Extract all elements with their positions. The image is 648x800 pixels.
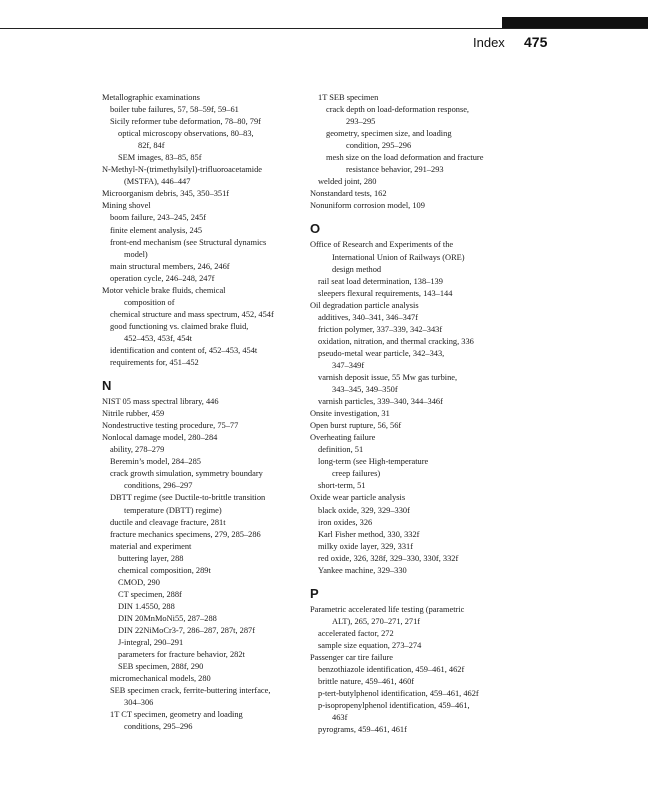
index-entry: creep failures) <box>332 469 381 479</box>
index-entry: iron oxides, 326 <box>318 517 373 527</box>
index-entry: oxidation, nitration, and thermal cracking, 336 <box>318 336 474 346</box>
index-entry: boiler tube failures, 57, 58–59f, 59–61 <box>110 105 239 115</box>
section-letter: O <box>310 221 321 237</box>
index-entry: micromechanical models, 280 <box>110 674 211 684</box>
index-entry: boom failure, 243–245, 245f <box>110 213 207 223</box>
index-entry: chemical structure and mass spectrum, 452, 454f <box>110 309 274 319</box>
index-entry: ductile and cleavage fracture, 281t <box>110 517 226 527</box>
index-entry: Oxide wear particle analysis <box>310 493 406 503</box>
index-entry: optical microscopy observations, 80–83, <box>118 129 254 139</box>
index-entry: p-isopropenylphenol identification, 459–461, <box>318 701 470 711</box>
index-entry: varnish deposit issue, 55 Mw gas turbine, <box>318 372 458 382</box>
index-entry: Overheating failure <box>310 433 376 443</box>
index-entry: fracture mechanics specimens, 279, 285–286 <box>110 529 261 539</box>
index-entry: short-term, 51 <box>318 481 366 491</box>
index-entry: 1T SEB specimen <box>318 93 379 102</box>
index-entry: Motor vehicle brake fluids, chemical <box>102 285 226 295</box>
index-entry: Onsite investigation, 31 <box>310 409 390 419</box>
index-entry: Open burst rupture, 56, 56f <box>310 421 402 431</box>
index-entry: SEB specimen crack, ferrite-buttering interface, <box>110 686 271 696</box>
index-column-right <box>310 92 516 736</box>
index-entry: SEM images, 83–85, 85f <box>118 153 202 163</box>
index-entry: sleepers flexural requirements, 143–144 <box>318 288 453 298</box>
index-entry: Office of Research and Experiments of the <box>310 240 454 250</box>
index-entry: red oxide, 326, 328f, 329–330, 330f, 332f <box>318 553 459 563</box>
index-entry: Nonuniform corrosion model, 109 <box>310 201 425 211</box>
index-entry: main structural members, 246, 246f <box>110 261 230 271</box>
index-entry: buttering layer, 288 <box>118 553 184 563</box>
index-entry: DBTT regime (see Ductile-to-brittle transition <box>110 493 266 503</box>
index-entry: conditions, 295–296 <box>124 722 193 732</box>
index-entry: varnish particles, 339–340, 344–346f <box>318 397 443 407</box>
index-entry: design method <box>332 264 382 274</box>
page-number: 475 <box>524 34 548 50</box>
index-entry: CT specimen, 288f <box>118 589 182 599</box>
index-entry: operation cycle, 246–248, 247f <box>110 273 215 283</box>
index-entry: additives, 340–341, 346–347f <box>318 312 419 322</box>
index-entry: 463f <box>332 713 348 723</box>
index-entry: Sicily reformer tube deformation, 78–80, 79f <box>110 117 261 127</box>
index-entry: DIN 1.4550, 288 <box>118 601 175 611</box>
index-entry: welded joint, 280 <box>318 177 377 187</box>
index-entry: 293–295 <box>346 117 376 127</box>
index-entry: pseudo-metal wear particle, 342–343, <box>318 348 445 358</box>
index-entry: sample size equation, 273–274 <box>318 640 422 650</box>
index-entry: milky oxide layer, 329, 331f <box>318 541 414 551</box>
index-entry: crack growth simulation, symmetry boundary <box>110 469 263 479</box>
index-entry: DIN 22NiMoCr3-7, 286–287, 287t, 287f <box>118 625 256 635</box>
index-entry: material and experiment <box>110 541 192 551</box>
index-entry: 82f, 84f <box>138 141 165 151</box>
index-entry: Nitrile rubber, 459 <box>102 409 165 419</box>
index-entry: identification and content of, 452–453, 454t <box>110 345 258 355</box>
index-entry: mesh size on the load deformation and fracture <box>326 153 484 163</box>
index-entry: parameters for fracture behavior, 282t <box>118 650 245 660</box>
index-entry: Beremin’s model, 284–285 <box>110 457 201 467</box>
index-entry: Metallographic examinations <box>102 93 200 102</box>
index-entry: 1T CT specimen, geometry and loading <box>110 710 243 720</box>
index-entry: composition of <box>124 297 175 307</box>
index-entry: Karl Fisher method, 330, 332f <box>318 529 420 539</box>
index-entry: Nonstandard tests, 162 <box>310 189 387 199</box>
index-entry: accelerated factor, 272 <box>318 628 394 638</box>
index-entry: Microorganism debris, 345, 350–351f <box>102 189 230 199</box>
index-entry: NIST 05 mass spectral library, 446 <box>102 397 219 407</box>
index-entry: long-term (see High-temperature <box>318 457 429 467</box>
index-entry: DIN 20MnMoNi55, 287–288 <box>118 613 217 623</box>
index-entry: 304–306 <box>124 698 154 708</box>
index-entry: brittle nature, 459–461, 460f <box>318 677 415 687</box>
index-entry: benzothiazole identification, 459–461, 462f <box>318 665 465 675</box>
index-entry: Passenger car tire failure <box>310 652 394 662</box>
index-entry: chemical composition, 289t <box>118 565 211 575</box>
index-entry: Yankee machine, 329–330 <box>318 565 407 575</box>
index-entry: geometry, specimen size, and loading <box>326 129 452 139</box>
index-entry: model) <box>124 249 148 259</box>
index-entry: pyrograms, 459–461, 461f <box>318 725 407 735</box>
index-entry: N-Methyl-N-(trimethylsilyl)-trifluoroacetamide <box>102 165 263 175</box>
index-entry: finite element analysis, 245 <box>110 225 203 235</box>
header-rule <box>0 28 648 29</box>
index-entry: Parametric accelerated life testing (parametric <box>310 604 465 614</box>
index-column-left <box>102 92 302 733</box>
section-letter: P <box>310 585 319 601</box>
index-entry: rail seat load determination, 138–139 <box>318 276 443 286</box>
index-entry: 452–453, 453f, 454t <box>124 333 192 343</box>
index-entry: International Union of Railways (ORE) <box>332 252 465 262</box>
index-entry: condition, 295–296 <box>346 141 412 151</box>
index-entry: Mining shovel <box>102 201 151 211</box>
index-entry: CMOD, 290 <box>118 577 160 587</box>
index-entry: resistance behavior, 291–293 <box>346 165 444 175</box>
index-entry: definition, 51 <box>318 445 364 455</box>
running-head-label: Index <box>473 35 505 50</box>
index-entry: Nondestructive testing procedure, 75–77 <box>102 421 239 431</box>
index-entry: J-integral, 290–291 <box>118 638 184 648</box>
index-entry: p-tert-butylphenol identification, 459–461, 462f <box>318 689 479 699</box>
index-entry: requirements for, 451–452 <box>110 358 199 368</box>
index-entry: ALT), 265, 270–271, 271f <box>332 616 421 626</box>
index-entry: Nonlocal damage model, 280–284 <box>102 433 218 443</box>
index-entry: friction polymer, 337–339, 342–343f <box>318 324 443 334</box>
index-entry: SEB specimen, 288f, 290 <box>118 662 204 672</box>
index-entry: front-end mechanism (see Structural dynamics <box>110 237 267 247</box>
index-entry: conditions, 296–297 <box>124 481 193 491</box>
index-entry: crack depth on load-deformation response, <box>326 105 470 115</box>
index-entry: Oil degradation particle analysis <box>310 300 419 310</box>
section-letter: N <box>102 378 112 394</box>
index-entry: (MSTFA), 446–447 <box>124 177 191 187</box>
index-entry: 343–345, 349–350f <box>332 385 398 395</box>
index-entry: 347–349f <box>332 360 365 370</box>
index-entry: black oxide, 329, 329–330f <box>318 505 410 515</box>
index-entry: good functioning vs. claimed brake fluid, <box>110 321 249 331</box>
index-entry: temperature (DBTT) regime) <box>124 505 222 515</box>
index-entry: ability, 278–279 <box>110 445 165 455</box>
